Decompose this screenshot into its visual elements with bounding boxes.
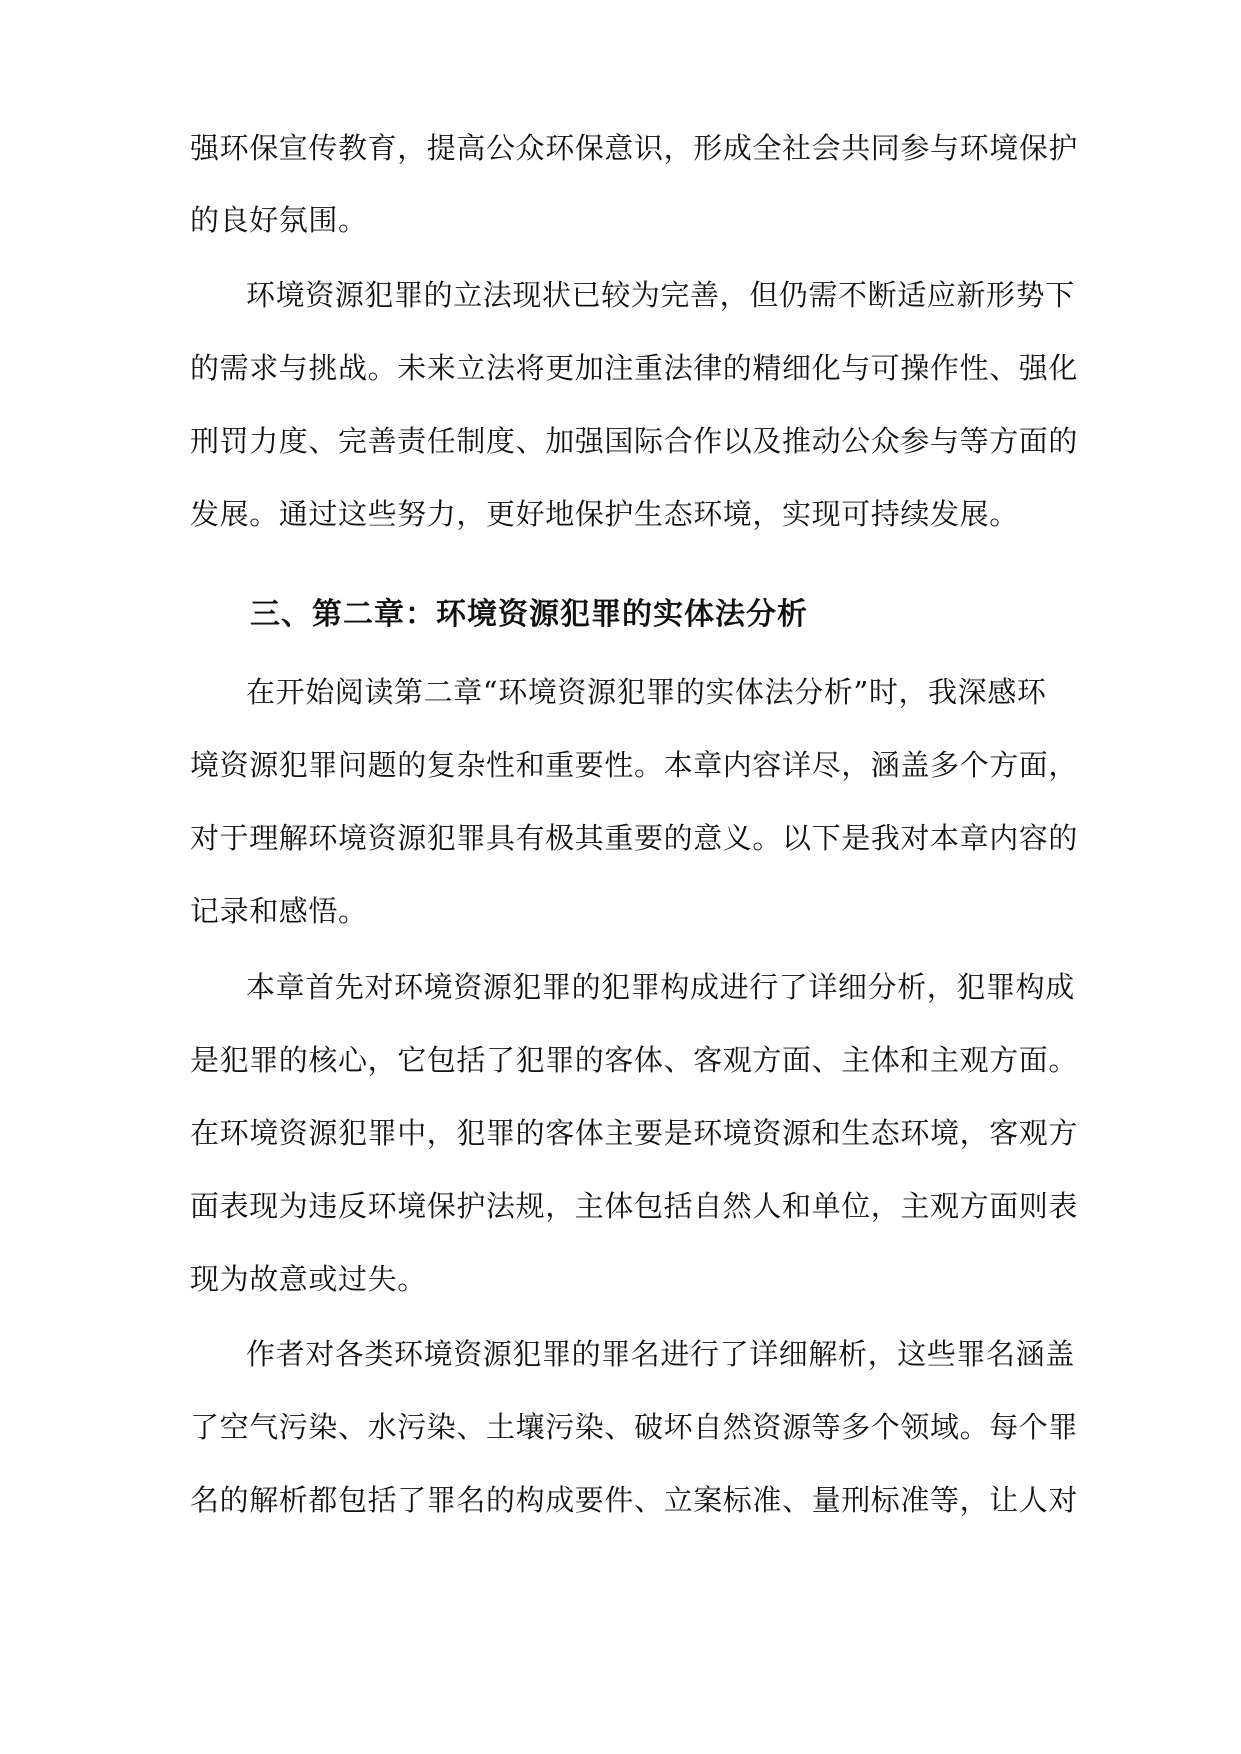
- paragraph-line: 的良好氛围。: [190, 203, 368, 237]
- paragraph-line: 是犯罪的核心，它包括了犯罪的客体、客观方面、主体和主观方面。: [190, 1043, 1079, 1077]
- section-heading: 三、第二章：环境资源犯罪的实体法分析: [250, 597, 808, 632]
- paragraph-line: 在环境资源犯罪中，犯罪的客体主要是环境资源和生态环境，客观方: [190, 1116, 1079, 1150]
- paragraph-line: 作者对各类环境资源犯罪的罪名进行了详细解析，这些罪名涵盖: [246, 1337, 1075, 1371]
- paragraph-line: 现为故意或过失。: [190, 1262, 427, 1296]
- paragraph-line: 面表现为违反环境保护法规，主体包括自然人和单位，主观方面则表: [190, 1189, 1079, 1223]
- paragraph-line: 境资源犯罪问题的复杂性和重要性。本章内容详尽，涵盖多个方面，: [190, 748, 1079, 782]
- paragraph-line: 在开始阅读第二章“环境资源犯罪的实体法分析”时，我深感环: [246, 675, 1047, 709]
- paragraph-line: 本章首先对环境资源犯罪的犯罪构成进行了详细分析，犯罪构成: [246, 970, 1075, 1004]
- paragraph-line: 刑罚力度、完善责任制度、加强国际合作以及推动公众参与等方面的: [190, 424, 1079, 458]
- paragraph-line: 名的解析都包括了罪名的构成要件、立案标准、量刑标准等，让人对: [190, 1483, 1079, 1517]
- paragraph-line: 记录和感悟。: [190, 894, 368, 928]
- paragraph-line: 对于理解环境资源犯罪具有极其重要的意义。以下是我对本章内容的: [190, 821, 1079, 855]
- paragraph-line: 了空气污染、水污染、土壤污染、破坏自然资源等多个领域。每个罪: [190, 1410, 1079, 1444]
- paragraph-line: 环境资源犯罪的立法现状已较为完善，但仍需不断适应新形势下: [246, 278, 1075, 312]
- paragraph-line: 的需求与挑战。未来立法将更加注重法律的精细化与可操作性、强化: [190, 351, 1079, 385]
- paragraph-line: 发展。通过这些努力，更好地保护生态环境，实现可持续发展。: [190, 497, 1019, 531]
- paragraph-line: 强环保宣传教育，提高公众环保意识，形成全社会共同参与环境保护: [190, 131, 1079, 165]
